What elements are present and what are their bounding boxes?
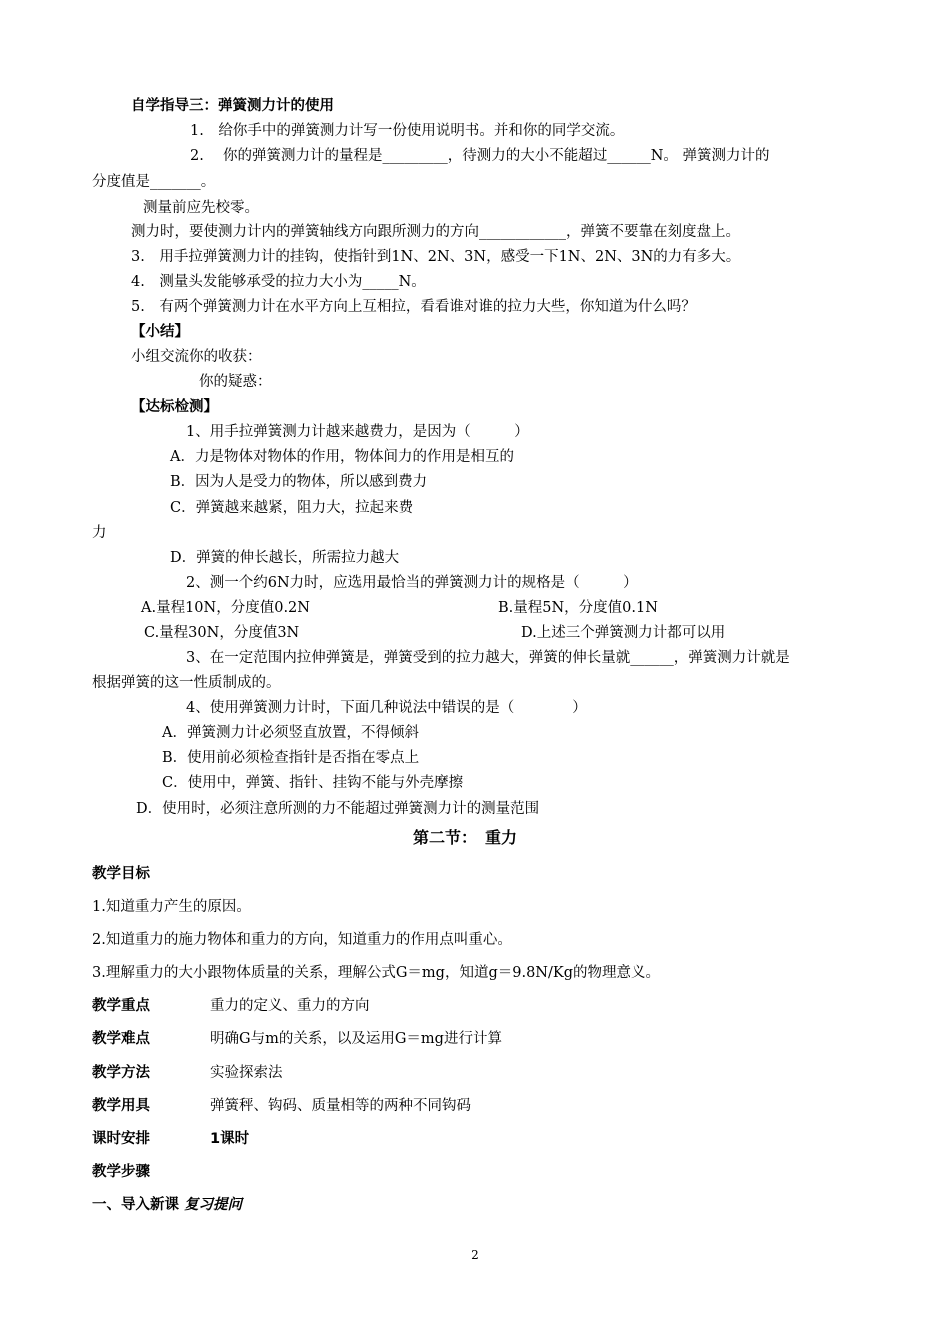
key-points-label: 教学重点 bbox=[92, 998, 150, 1014]
question-4: 4、使用弹簧测力计时，下面几种说法中错误的是（ ） bbox=[186, 700, 587, 716]
key-points-value: 重力的定义、重力的方向 bbox=[210, 998, 370, 1014]
question-3-line-2: 根据弹簧的这一性质制成的。 bbox=[92, 675, 281, 691]
guide3-title: 自学指导三：弹簧测力计的使用 bbox=[131, 98, 334, 114]
question-2-option-d: D.上述三个弹簧测力计都可以用 bbox=[521, 625, 726, 641]
page-number: 2 bbox=[471, 1248, 479, 1262]
guide3-item-4: 4. 测量头发能够承受的拉力大小为_____N。 bbox=[131, 274, 426, 290]
question-1-option-c: C．弹簧越来越紧，阻力大，拉起来费 bbox=[170, 500, 414, 516]
guide3-direction-note: 测力时，要使测力计内的弹簧轴线方向跟所测力的方向____________，弹簧不要靠在刻度盘上。 bbox=[131, 224, 740, 240]
question-2-option-b: B.量程5N，分度值0.1N bbox=[498, 600, 658, 616]
guide3-item-5: 5. 有两个弹簧测力计在水平方向上互相拉，看看谁对谁的拉力大些，你知道为什么吗？ bbox=[131, 299, 696, 315]
summary-gains: 小组交流你的收获： bbox=[131, 349, 262, 365]
difficulties-label: 教学难点 bbox=[92, 1031, 150, 1047]
guide3-item-2b: 分度值是_______。 bbox=[92, 174, 216, 190]
question-4-option-b: B．使用前必须检查指针是否指在零点上 bbox=[162, 750, 420, 766]
schedule-row bbox=[92, 1129, 249, 1149]
tools-row bbox=[92, 1096, 471, 1116]
goal-1: 1.知道重力产生的原因。 bbox=[92, 899, 251, 915]
tools-label: 教学用具 bbox=[92, 1098, 150, 1114]
guide3-item-1: 1. 给你手中的弹簧测力计写一份使用说明书。并和你的同学交流。 bbox=[190, 123, 625, 139]
question-4-option-a: A．弹簧测力计必须竖直放置，不得倾斜 bbox=[162, 725, 419, 741]
question-4-option-d: D．使用时，必须注意所测的力不能超过弹簧测力计的测量范围 bbox=[136, 801, 540, 817]
question-1: 1、用手拉弹簧测力计越来越费力，是因为（ ） bbox=[186, 424, 529, 440]
guide3-item-2a: 2. 你的弹簧测力计的量程是_________，待测力的大小不能超过______N。 弹簧测力计的 bbox=[190, 148, 770, 164]
difficulties-value: 明确G与m的关系，以及运用G＝mg进行计算 bbox=[210, 1031, 502, 1047]
question-1-option-d: D．弹簧的伸长越长，所需拉力越大 bbox=[170, 550, 400, 566]
method-value: 实验探索法 bbox=[210, 1065, 283, 1081]
guide3-item-3: 3. 用手拉弹簧测力计的挂钩，使指针到1N、2N、3N，感受一下1N、2N、3N的力有多大。 bbox=[131, 249, 741, 265]
question-2-option-a: A.量程10N，分度值0.2N bbox=[141, 600, 310, 616]
intro-line bbox=[92, 1195, 242, 1215]
method-label: 教学方法 bbox=[92, 1065, 150, 1081]
method-row bbox=[92, 1063, 283, 1083]
question-1-option-c-continued: 力 bbox=[92, 525, 107, 541]
section-title: 第二节： 重力 bbox=[413, 828, 518, 847]
schedule-value: 1课时 bbox=[210, 1131, 250, 1147]
tools-value: 弹簧秤、钩码、质量相等的两种不同钩码 bbox=[210, 1098, 471, 1114]
goal-2: 2.知道重力的施力物体和重力的方向，知道重力的作用点叫重心。 bbox=[92, 932, 512, 948]
key-points-row bbox=[92, 996, 370, 1016]
goal-3: 3.理解重力的大小跟物体质量的关系，理解公式G＝mg，知道g＝9.8N/Kg的物理意义。 bbox=[92, 965, 660, 981]
intro-label: 一、导入新课 bbox=[92, 1197, 185, 1213]
question-4-option-c: C．使用中，弹簧、指针、挂钩不能与外壳摩擦 bbox=[162, 775, 464, 791]
goals-title: 教学目标 bbox=[92, 866, 150, 882]
question-1-option-a: A．力是物体对物体的作用，物体间力的作用是相互的 bbox=[170, 449, 514, 465]
question-2: 2、测一个约6N力时，应选用最恰当的弹簧测力计的规格是（ ） bbox=[186, 575, 638, 591]
intro-italic: 复习提问 bbox=[184, 1197, 243, 1213]
steps-title: 教学步骤 bbox=[92, 1164, 150, 1180]
schedule-label: 课时安排 bbox=[92, 1131, 150, 1147]
guide3-zero-note: 测量前应先校零。 bbox=[143, 200, 259, 216]
difficulties-row bbox=[92, 1029, 502, 1049]
question-1-option-b: B．因为人是受力的物体，所以感到费力 bbox=[170, 474, 428, 490]
summary-doubts: 你的疑惑： bbox=[199, 374, 272, 390]
question-3-line-1: 3、在一定范围内拉伸弹簧是，弹簧受到的拉力越大，弹簧的伸长量就______，弹簧测力计就是 bbox=[186, 650, 790, 666]
question-2-option-c: C.量程30N，分度值3N bbox=[144, 625, 300, 641]
summary-title: 【小结】 bbox=[131, 324, 189, 340]
test-title: 【达标检测】 bbox=[131, 399, 218, 415]
